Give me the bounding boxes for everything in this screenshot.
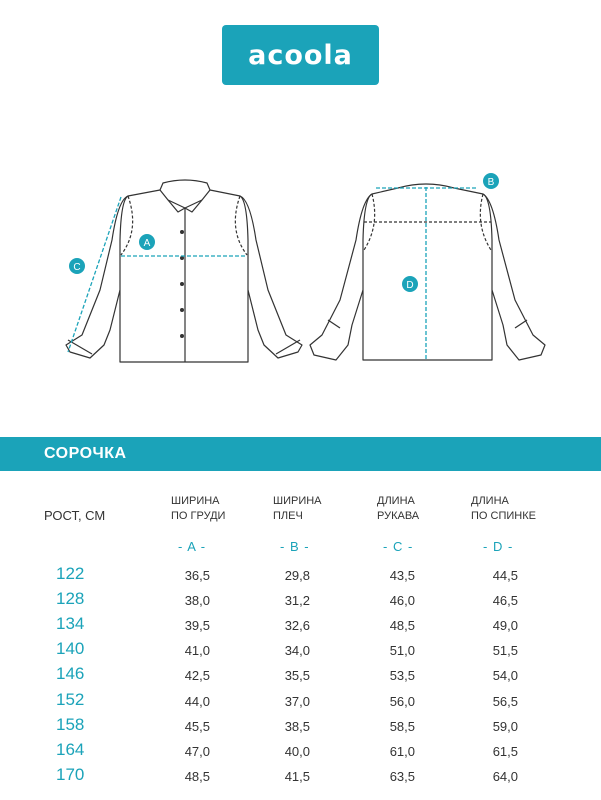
size-value: 158 bbox=[56, 714, 85, 734]
measurement-cell: 46,0 bbox=[389, 593, 415, 609]
measurement-cell: 42,5 bbox=[184, 668, 210, 684]
measurement-cell: 53,5 bbox=[389, 668, 415, 684]
size-value: 152 bbox=[56, 689, 85, 709]
measurement-cell: 61,0 bbox=[389, 743, 415, 759]
table-title: СОРОЧКА bbox=[44, 445, 127, 462]
size-value: 134 bbox=[56, 614, 85, 634]
column-header-line2: ПО ГРУДИ bbox=[171, 510, 226, 522]
measurement-cell: 36,5 bbox=[184, 568, 210, 583]
column-header-back-length bbox=[471, 494, 536, 524]
column-header-line2: ПО СПИНКЕ bbox=[471, 510, 536, 522]
brand-logo bbox=[222, 25, 379, 85]
brand-logo-text: acoola bbox=[248, 39, 353, 71]
measurement-cell: 61,5 bbox=[492, 743, 518, 759]
column-header-line2: РУКАВА bbox=[377, 510, 420, 522]
shirt-back-drawing bbox=[310, 184, 545, 360]
column-header-sleeve bbox=[377, 494, 419, 524]
shirt-front-drawing bbox=[66, 180, 302, 362]
column-header-line1: ШИРИНА bbox=[273, 495, 322, 507]
measurement-cell: 56,5 bbox=[492, 693, 518, 709]
measurement-cell: 34,0 bbox=[284, 643, 310, 659]
column-header-line1: ШИРИНА bbox=[171, 495, 220, 507]
column-header-line1: ДЛИНА bbox=[377, 495, 415, 507]
column-header-line2: ПЛЕЧ bbox=[273, 510, 303, 522]
size-column-header: РОСТ, СМ bbox=[44, 508, 106, 523]
measurement-cell: 49,0 bbox=[492, 618, 518, 634]
measurement-cell: 29,8 bbox=[284, 568, 310, 583]
label-b-marker bbox=[483, 173, 499, 189]
column-code-a: - A - bbox=[178, 539, 207, 554]
measurement-cell: 48,5 bbox=[184, 768, 210, 784]
measurement-cell: 43,5 bbox=[389, 568, 415, 583]
size-value: 128 bbox=[56, 589, 85, 609]
measurement-cell: 54,0 bbox=[492, 668, 518, 684]
column-code-c: - C - bbox=[383, 539, 414, 554]
measure-line-c bbox=[68, 197, 121, 352]
measurement-cell: 35,5 bbox=[284, 668, 310, 684]
column-header-line1: ДЛИНА bbox=[471, 495, 509, 507]
measurement-cell: 63,5 bbox=[389, 768, 415, 784]
label-b-text: B bbox=[487, 177, 495, 188]
label-d-marker bbox=[402, 276, 418, 292]
measurement-cell: 46,5 bbox=[492, 593, 518, 609]
column-header-shoulders bbox=[273, 494, 322, 524]
measurement-cell: 38,0 bbox=[184, 593, 210, 609]
measurement-cell: 38,5 bbox=[284, 718, 310, 734]
label-c-marker bbox=[69, 258, 85, 274]
size-value: 140 bbox=[56, 639, 85, 659]
label-c-text: C bbox=[73, 262, 81, 273]
measurement-cell: 41,0 bbox=[184, 643, 210, 659]
measurement-cell: 51,0 bbox=[389, 643, 415, 659]
label-a-text: A bbox=[143, 238, 151, 249]
measurement-cell: 32,6 bbox=[284, 618, 310, 634]
measurement-cell: 39,5 bbox=[184, 618, 210, 634]
measurement-cell: 31,2 bbox=[284, 593, 310, 609]
table-title-bar bbox=[0, 437, 601, 471]
size-value: 170 bbox=[56, 764, 85, 784]
label-d-text: D bbox=[406, 280, 414, 291]
shirt-measurement-diagram bbox=[0, 160, 601, 380]
measurement-cell: 59,0 bbox=[492, 718, 518, 734]
measurement-cell: 40,0 bbox=[284, 743, 310, 759]
size-value: 164 bbox=[56, 739, 85, 759]
measurement-cell: 41,5 bbox=[284, 768, 310, 784]
column-header-chest bbox=[171, 494, 225, 524]
size-value: 146 bbox=[56, 664, 85, 684]
size-value: 122 bbox=[56, 564, 85, 583]
measurement-cell: 48,5 bbox=[389, 618, 415, 634]
label-a-marker bbox=[139, 234, 155, 250]
measurement-cell: 64,0 bbox=[492, 768, 518, 784]
measurement-cell: 44,0 bbox=[184, 693, 210, 709]
measurement-cell: 51,5 bbox=[492, 643, 518, 659]
measurement-cell: 47,0 bbox=[184, 743, 210, 759]
column-code-d: - D - bbox=[483, 539, 514, 554]
measurement-cell: 56,0 bbox=[389, 693, 415, 709]
measurement-cell: 37,0 bbox=[284, 693, 310, 709]
column-code-b: - B - bbox=[280, 539, 310, 554]
measurement-cell: 45,5 bbox=[184, 718, 210, 734]
measurement-cell: 44,5 bbox=[492, 568, 518, 583]
measurement-cell: 58,5 bbox=[389, 718, 415, 734]
shirt-buttons bbox=[180, 230, 184, 338]
